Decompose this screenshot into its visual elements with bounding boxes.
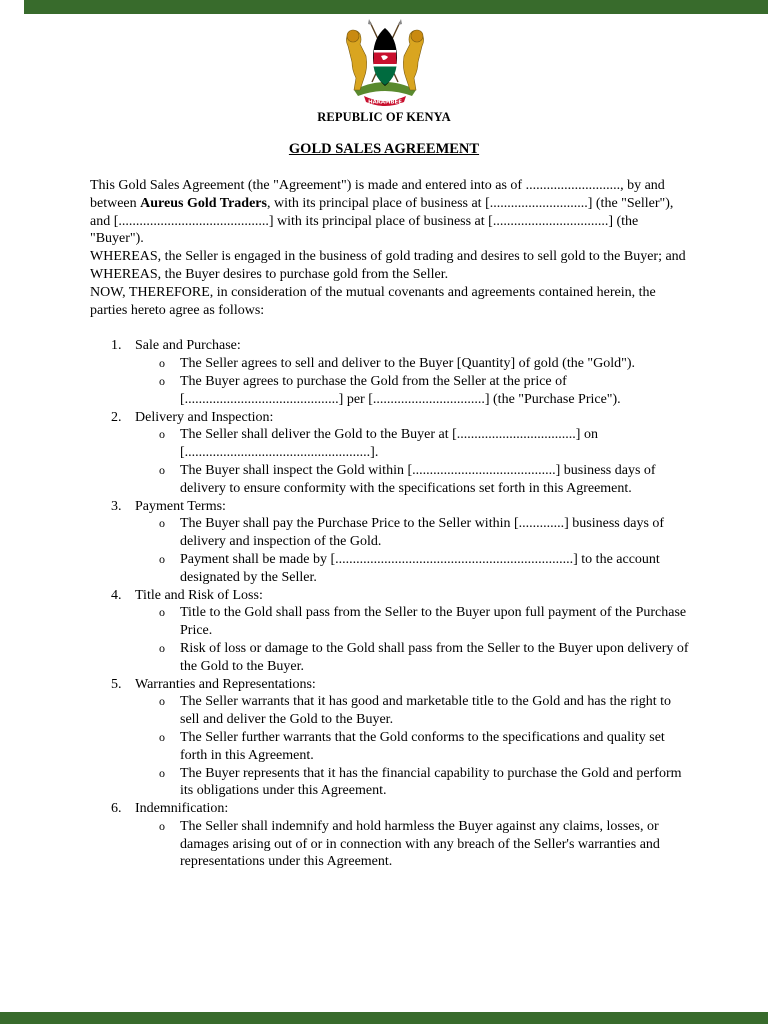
bottom-green-band: [0, 1012, 768, 1024]
section-number: 6.: [111, 801, 122, 817]
subitem-text: The Seller shall deliver the Gold to the Buyer at [..................................] on [.....................................................].: [180, 427, 598, 461]
whereas-buyer: WHEREAS, the Buyer desires to purchase gold from the Seller.: [90, 266, 449, 282]
subitem-text: The Buyer shall pay the Purchase Price to the Seller within [.............] business days of delivery and inspection of the Gold.: [180, 516, 665, 550]
subitem: [135, 462, 690, 498]
section-title: Indemnification:: [135, 801, 229, 817]
section-item: [90, 800, 690, 871]
whereas-seller: WHEREAS, the Seller is engaged in the business of gold trading and desires to sell gold to the Buyer; and: [90, 249, 686, 265]
bullet-icon: o: [159, 729, 165, 744]
section-subitems: [135, 426, 690, 497]
subitem: [135, 729, 690, 765]
section-subitems: [135, 818, 690, 871]
section-item: [90, 498, 690, 587]
section-item: [90, 409, 690, 498]
subitem-text: The Buyer shall inspect the Gold within [.........................................] business days of delivery to ensure conformity with the specifications set forth in this Agreement.: [180, 462, 656, 496]
seller-name: Aureus Gold Traders: [140, 195, 267, 211]
coat-of-arms-emblem: [340, 16, 430, 108]
subitem-text: The Buyer agrees to purchase the Gold from the Seller at the price of [............................................] per [................................] (the "Purchase Price").: [180, 373, 621, 407]
subitem: [135, 373, 690, 409]
section-number: 3.: [111, 498, 122, 514]
section-subitems: [135, 515, 690, 586]
bullet-icon: o: [159, 427, 165, 442]
subitem: [135, 426, 690, 462]
section-number: 1.: [111, 338, 122, 354]
section-title: Title and Risk of Loss:: [135, 587, 263, 603]
subitem-text: Payment shall be made by [....................................................................] to the account designated by the Seller.: [180, 551, 660, 585]
subitem: [135, 693, 690, 729]
now-therefore: NOW, THEREFORE, in consideration of the mutual covenants and agreements contained herein, the parties hereto agree as follows:: [90, 284, 656, 318]
bullet-icon: o: [159, 462, 165, 477]
subitem: [135, 640, 690, 676]
bullet-icon: o: [159, 605, 165, 620]
section-title: Payment Terms:: [135, 498, 226, 514]
section-number: 4.: [111, 587, 122, 603]
subitem-text: Title to the Gold shall pass from the Seller to the Buyer upon full payment of the Purchase Price.: [180, 605, 687, 639]
bullet-icon: o: [159, 516, 165, 531]
bullet-icon: o: [159, 551, 165, 566]
bullet-icon: o: [159, 818, 165, 833]
bullet-icon: o: [159, 640, 165, 655]
section-title: Warranties and Representations:: [135, 676, 316, 692]
section-item: [90, 676, 690, 801]
section-number: 5.: [111, 676, 122, 692]
subitem-text: Risk of loss or damage to the Gold shall pass from the Seller to the Buyer upon delivery of the Gold to the Buyer.: [180, 640, 689, 674]
section-subitems: [135, 604, 690, 675]
agreement-body: [90, 177, 690, 871]
bullet-icon: o: [159, 373, 165, 388]
subitem: [135, 515, 690, 551]
subitem-text: The Seller further warrants that the Gold conforms to the specifications and quality set forth in this Agreement.: [180, 729, 665, 763]
section-title: Sale and Purchase:: [135, 338, 241, 354]
subitem: [135, 765, 690, 801]
bullet-icon: o: [159, 356, 165, 371]
section-item: [90, 587, 690, 676]
section-title: Delivery and Inspection:: [135, 409, 274, 425]
subitem: [135, 551, 690, 587]
agreement-title: GOLD SALES AGREEMENT: [288, 141, 480, 157]
emblem-motto: HARAMBEE: [368, 99, 402, 106]
subitem: [135, 355, 690, 373]
subitem-text: The Seller warrants that it has good and marketable title to the Gold and has the right to sell and deliver the Gold to the Buyer.: [180, 694, 672, 728]
section-subitems: [135, 693, 690, 800]
section-subitems: [135, 355, 690, 408]
subitem-text: The Seller agrees to sell and deliver to the Buyer [Quantity] of gold (the "Gold").: [180, 356, 636, 372]
bullet-icon: o: [159, 765, 165, 780]
republic-heading: REPUBLIC OF KENYA: [317, 110, 451, 124]
intro-text-a: This Gold Sales Agreement (the "Agreement") is made and entered into as of ..........................., by and between: [90, 178, 665, 211]
subitem: [135, 604, 690, 640]
subitem: [135, 818, 690, 871]
sections-list: [90, 337, 690, 871]
bullet-icon: o: [159, 694, 165, 709]
section-number: 2.: [111, 409, 122, 425]
section-item: [90, 337, 690, 408]
subitem-text: The Buyer represents that it has the financial capability to purchase the Gold and perform its obligations under this Agreement.: [180, 765, 682, 799]
top-green-band: [24, 0, 768, 14]
intro-paragraph: [90, 177, 690, 248]
intro-text-b: , with its principal place of business at [............................] (the "Seller"), and [...........................................] with its principal place of business at [.................................] (the "Buyer").: [90, 195, 674, 247]
subitem-text: The Seller shall indemnify and hold harmless the Buyer against any claims, losses, or damages arising out of or in connection with any breach of the Seller's warranties and representations under this Agreement.: [180, 818, 660, 870]
